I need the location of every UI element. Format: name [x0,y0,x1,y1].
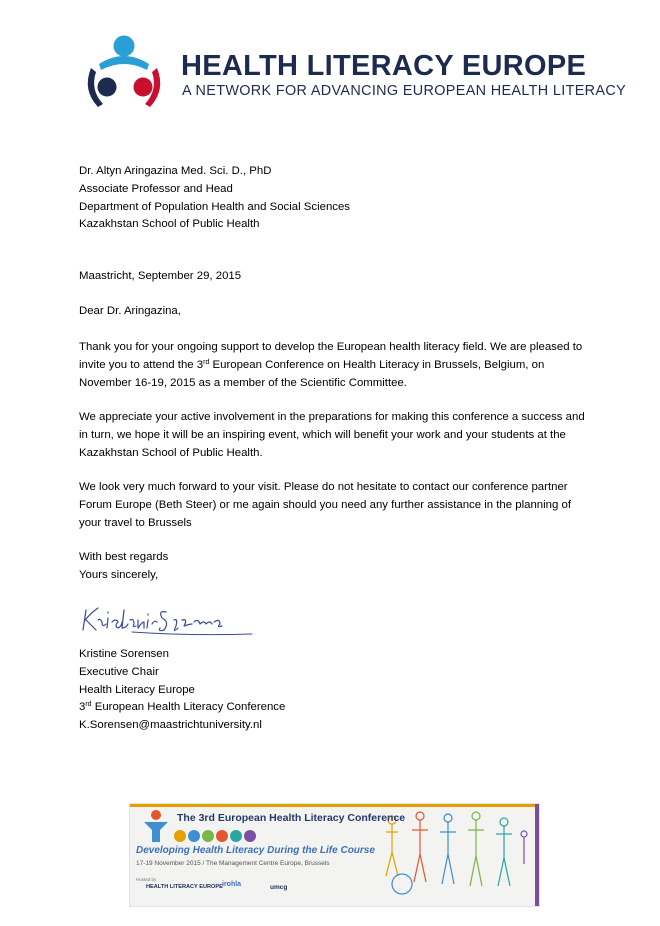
recipient-name: Dr. Altyn Aringazina Med. Sci. D., PhD [79,165,272,177]
ordinal-superscript: rd [85,701,92,709]
recipient-department: Department of Population Health and Social Sciences [79,200,351,213]
sender-email: K.Sorensen@maastrichtuniversity.nl [79,719,262,732]
conference-banner [129,803,540,907]
sender-name: Kristine Sorensen [79,648,169,660]
sender-title: Executive Chair [79,665,159,678]
paragraph-line: We look very much forward to your visit. Please do not hesitate to contact our conference partner [79,481,568,493]
conference-text: European Health Literacy Conference [91,701,286,714]
salutation-text: Dear Dr. Aringazina, [79,305,181,317]
paragraph-line: Kazakhstan School of Public Health. [79,446,263,459]
dateline-text: Maastricht, September 29, 2015 [79,270,242,282]
recipient-institution: Kazakhstan School of Public Health [79,218,260,231]
recipient-address [79,163,599,234]
paragraph-text: invite you to attend the 3 [79,358,204,371]
paragraph-line: Forum Europe (Beth Steer) or me again should you need any further assistance in the planning of [79,498,571,511]
org-name: HEALTH LITERACY EUROPE [181,50,587,82]
closing [79,549,599,585]
recipient-title: Associate Professor and Head [79,182,233,195]
paragraph-line: We appreciate your active involvement in the preparations for making this conference a success and [79,411,585,423]
paragraph-text: European Conference on Health Literacy in Brussels, Belgium, on [209,358,545,371]
body-paragraph-2 [79,409,599,462]
conference-text: 3 [79,701,86,714]
health-literacy-europe-logo-icon [78,34,170,118]
banner-hosted-by: Hosted by [136,877,157,882]
closing-line: Yours sincerely, [79,568,159,581]
closing-line: With best regards [79,551,169,563]
banner-logo-hle: HEALTH LITERACY EUROPE [146,884,223,890]
sender-block [79,646,599,735]
paragraph-line [79,357,599,375]
handwritten-signature [80,598,260,642]
banner-logo-umcg: umcg [270,884,288,891]
banner-subtitle: Developing Health Literacy During the Life Course [136,845,375,856]
body-paragraph-3 [79,479,599,532]
paragraph-line: your travel to Brussels [79,516,192,529]
dateline [79,268,599,286]
salutation [79,303,599,321]
ordinal-superscript: rd [203,358,210,366]
sender-conference [79,699,599,717]
banner-logo-irohla: irohla [222,881,242,888]
sender-organization: Health Literacy Europe [79,683,195,696]
org-tagline: A NETWORK FOR ADVANCING EUROPEAN HEALTH LITERACY [182,83,627,99]
paragraph-line: November 16-19, 2015 as a member of the Scientific Committee. [79,376,407,389]
banner-dates: 17-19 November 2015 / The Management Centre Europe, Brussels [136,860,330,867]
body-paragraph-1 [79,339,599,392]
paragraph-line: Thank you for your ongoing support to develop the European health literacy field. We are pleased to [79,341,583,353]
banner-title: The 3rd European Health Literacy Conference [177,812,406,824]
paragraph-line: in turn, we hope it will be an inspiring event, which will benefit your work and your students at the [79,428,566,441]
